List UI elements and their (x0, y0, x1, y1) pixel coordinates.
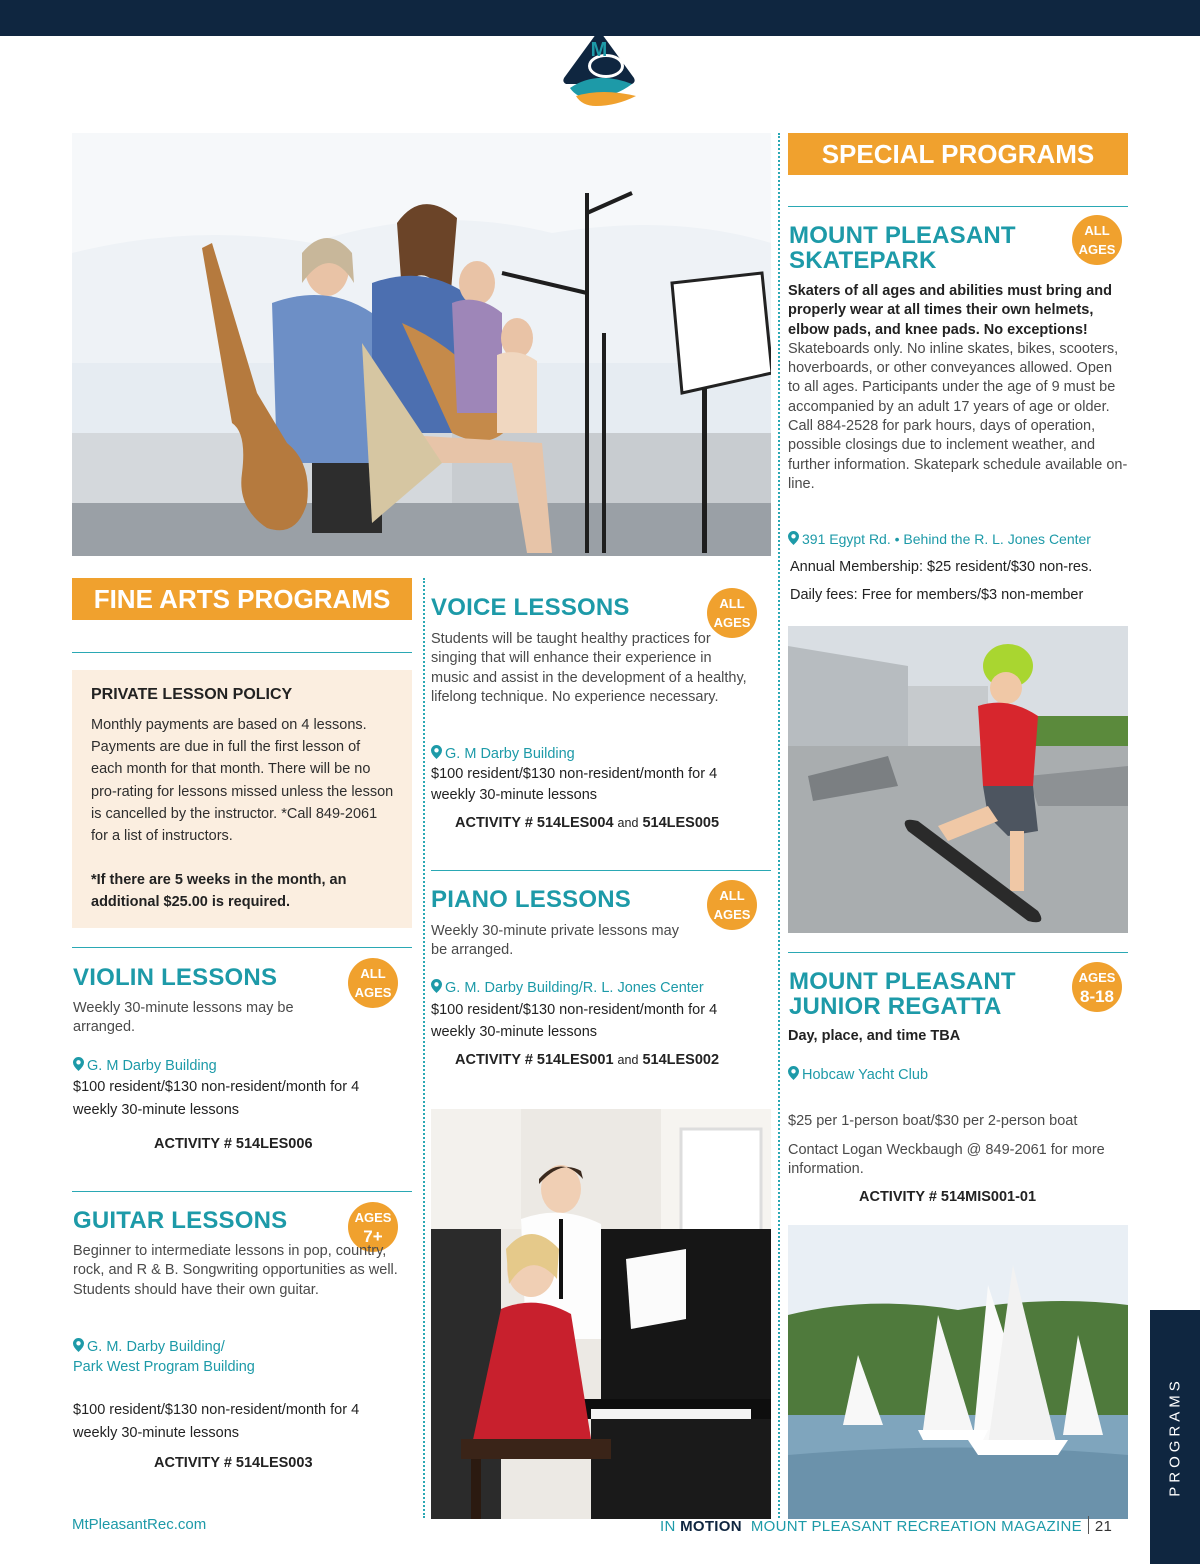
policy-body: Monthly payments are based on 4 lessons. Payments are due in full the first lesson of each month for that month. There will be no pro-rating for lessons missed unless the lesson is cancelled by the instructor. *Call 849-2061 for a list of instructors. (91, 717, 394, 845)
sailboats-photo (788, 1225, 1128, 1519)
page-number: 21 (1094, 1518, 1113, 1535)
violin-location: G. M Darby Building (73, 1056, 217, 1076)
voice-description: Students will be taught healthy practices for singing that will enhance their experience in music and assist in the development of a healthy, lifelong technique. No experience necessary. (431, 631, 747, 705)
skatepark-daily-fees: Daily fees: Free for members/$3 non-member (790, 587, 1084, 603)
ages-badge: AGES 8-18 (1072, 962, 1122, 1012)
piano-price: $100 resident/$130 non-resident/month for 4 weekly 30-minute lessons (431, 1002, 718, 1040)
violin-description: Weekly 30-minute lessons may be arranged. (73, 1000, 294, 1036)
regatta-activity-number: ACTIVITY # 514MIS001-01 (859, 1189, 1037, 1205)
policy-title: PRIVATE LESSON POLICY (91, 686, 293, 703)
location-pin-icon (788, 531, 799, 545)
location-pin-icon (431, 979, 442, 993)
location-pin-icon (73, 1057, 84, 1071)
ages-badge: ALL AGES (707, 880, 757, 930)
divider (788, 206, 1128, 207)
recreation-logo (556, 26, 642, 110)
regatta-date: Day, place, and time TBA (788, 1028, 961, 1044)
skatepark-description: Skaters of all ages and abilities must bring and properly wear at all times their own helmets, elbow pads, and knee pads. No exceptions! Skateboards only. No inline skates, bikes, scooters, hoverboards, or other conveyances allowed. Open to all ages. Participants under the age of 9 must be accompanied by an adult 17 years of age or older. Call 884-2528 for park hours, days of operation, possible closings due to inclement weather, and further information. Skatepark schedule available on-line. (788, 283, 1128, 492)
divider (431, 870, 771, 871)
divider (72, 947, 412, 948)
piano-activity-number: ACTIVITY # 514LES001 and 514LES002 (455, 1052, 720, 1068)
regatta-location: Hobcaw Yacht Club (788, 1065, 928, 1085)
divider (72, 1191, 412, 1192)
voice-lessons-title: VOICE LESSONS (431, 594, 630, 621)
svg-text:M: M (590, 39, 608, 61)
piano-location: G. M. Darby Building/R. L. Jones Center (431, 978, 704, 998)
piano-photo (431, 1109, 771, 1519)
violin-activity-number: ACTIVITY # 514LES006 (154, 1136, 313, 1152)
divider (788, 952, 1128, 953)
fine-arts-header: FINE ARTS PROGRAMS (72, 578, 412, 620)
ages-badge: ALL AGES (1072, 215, 1122, 265)
guitar-activity-number: ACTIVITY # 514LES003 (154, 1455, 313, 1471)
regatta-price: $25 per 1-person boat/$30 per 2-person boat (788, 1113, 1078, 1129)
junior-regatta-title: MOUNT PLEASANT JUNIOR REGATTA (789, 968, 1016, 1020)
programs-side-tab: PROGRAMS (1150, 1310, 1200, 1564)
policy-note: *If there are 5 weeks in the month, an additional $25.00 is required. (91, 872, 347, 910)
location-pin-icon (788, 1066, 799, 1080)
violin-lessons-title: VIOLIN LESSONS (73, 964, 278, 991)
piano-lessons-title: PIANO LESSONS (431, 886, 631, 913)
skatepark-membership: Annual Membership: $25 resident/$30 non-res. (790, 559, 1093, 575)
voice-activity-number: ACTIVITY # 514LES004 and 514LES005 (455, 815, 720, 831)
guitar-location: G. M. Darby Building/ Park West Program Building (73, 1339, 255, 1375)
ages-badge: ALL AGES (348, 958, 398, 1008)
guitar-description: Beginner to intermediate lessons in pop, country, rock, and R & B. Songwriting opportunities as well. Students should have their own guitar. (73, 1243, 398, 1298)
location-pin-icon (73, 1338, 84, 1352)
voice-location: G. M Darby Building (431, 744, 575, 764)
ages-badge: ALL AGES (707, 588, 757, 638)
violin-price: $100 resident/$130 non-resident/month for 4 weekly 30-minute lessons (73, 1079, 360, 1118)
footer-website[interactable]: MtPleasantRec.com (72, 1516, 207, 1533)
skateboarder-photo (788, 626, 1128, 933)
concert-photo (72, 133, 771, 556)
special-programs-header: SPECIAL PROGRAMS (788, 133, 1128, 175)
column-divider (778, 133, 780, 1518)
guitar-lessons-title: GUITAR LESSONS (73, 1207, 288, 1234)
footer-magazine-title: IN MOTION MOUNT PLEASANT RECREATION MAGAZINE 21 (660, 1518, 1113, 1535)
skatepark-location: 391 Egypt Rd. • Behind the R. L. Jones Center (788, 529, 1091, 549)
piano-description: Weekly 30-minute private lessons may be arranged. (431, 923, 679, 959)
voice-price: $100 resident/$130 non-resident/month for 4 weekly 30-minute lessons (431, 766, 718, 803)
column-divider (423, 578, 425, 1518)
ages-badge: AGES 7+ (348, 1202, 398, 1252)
guitar-price: $100 resident/$130 non-resident/month for 4 weekly 30-minute lessons (73, 1402, 360, 1441)
location-pin-icon (431, 745, 442, 759)
divider (72, 652, 412, 653)
skatepark-title: MOUNT PLEASANT SKATEPARK (789, 222, 1016, 274)
regatta-contact: Contact Logan Weckbaugh @ 849-2061 for more information. (788, 1142, 1105, 1178)
